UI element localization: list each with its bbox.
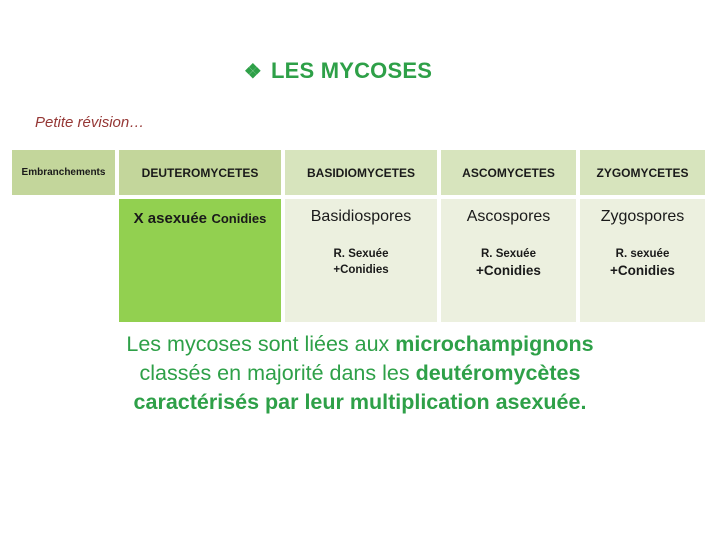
summary-line-3-bold: caractérisés par leur multiplication asexuée. [133, 390, 587, 414]
cell-ascomycetes [441, 199, 576, 322]
summary-line-2 [0, 359, 720, 388]
cell-basidiomycetes [285, 199, 437, 322]
cell-zygomycetes [580, 199, 705, 322]
diamond-bullet-icon: ❖ [243, 61, 262, 83]
table-corner-header: Embranchements [12, 150, 115, 195]
summary-line-1-regular: Les mycoses sont liées aux [126, 332, 396, 356]
ascospores-label: Ascospores [466, 208, 551, 225]
column-header-basidiomycetes: BASIDIOMYCETES [285, 150, 437, 195]
basidiomycetes-reproduction-label: R. Sexuée [333, 248, 389, 260]
summary-line-1 [0, 330, 720, 359]
asexual-multiplication-label: X asexuée [133, 210, 208, 227]
ascomycetes-reproduction-label: R. Sexuée [481, 248, 536, 260]
column-header-deuteromycetes: DEUTEROMYCETES [119, 150, 281, 195]
zygospores-label: Zygospores [600, 208, 685, 225]
ascomycetes-plus-conidies-label: +Conidies [476, 263, 541, 278]
classification-table [12, 150, 705, 322]
slide-title-text: LES MYCOSES [271, 58, 433, 83]
basidiospores-label: Basidiospores [310, 208, 412, 225]
column-header-ascomycetes: ASCOMYCETES [441, 150, 576, 195]
column-header-zygomycetes: ZYGOMYCETES [580, 150, 705, 195]
empty-row-label-cell [12, 199, 115, 322]
cell-deuteromycetes-asexual [119, 199, 281, 322]
zygomycetes-reproduction-label: R. sexuée [615, 248, 670, 260]
summary-line-2-regular: classés en majorité dans les [139, 361, 416, 385]
subtitle-text: Petite révision… [35, 114, 145, 131]
conidies-label: Conidies [211, 211, 267, 226]
zygomycetes-plus-conidies-label: +Conidies [610, 263, 675, 278]
slide-title [0, 56, 720, 87]
summary-line-1-bold: microchampignons [395, 332, 594, 356]
summary-paragraph [0, 330, 720, 417]
summary-line-2-bold: deutéromycètes [415, 361, 581, 385]
basidiomycetes-plus-conidies-label: +Conidies [333, 264, 389, 276]
summary-line-3 [0, 388, 720, 417]
